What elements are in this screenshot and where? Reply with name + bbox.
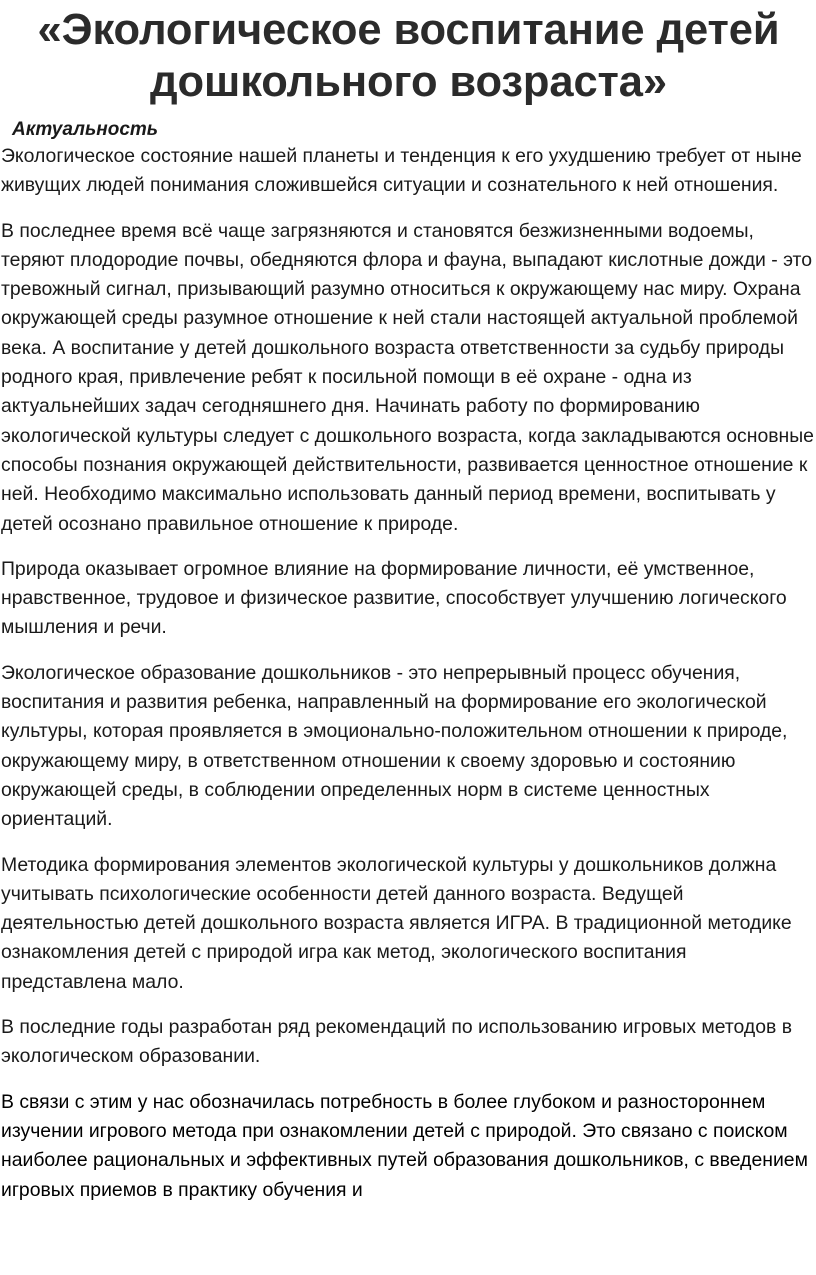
paragraph: Экологическое состояние нашей планеты и тенденция к его ухудшению требует от ныне живущих людей понимания сложившейся ситуации и сознательного к ней отношения. [1,145,802,197]
paragraph: В последние годы разработан ряд рекомендаций по использованию игровых методов в экологическом образовании. [1,1016,792,1068]
paragraph: Методика формирования элементов экологической культуры у дошкольников должна учитывать психологические особенности детей данного возраста. Ведущей деятельностью детей дошкольного возраста является ИГРА. В традиционной методике ознакомления детей с природой игра как метод, экологического воспитания представлена мало. [1,853,792,993]
paragraph: В последнее время всё чаще загрязняются и становятся безжизненными водоемы, теряют плодородие почвы, обедняются флора и фауна, выпадают кислотные дожди - это тревожный сигнал, призывающий разумно относиться к окружающему нас миру. Охрана окружающей среды разумное отношение к ней стали настоящей актуальной проблемой века. А воспитание у детей дошкольного возраста ответственности за судьбу природы родного края, привлечение ребят к посильной помощи в её охране - одна из актуальнейших задач сегодняшнего дня. Начинать работу по формированию экологической культуры следует с дошкольного возраста, когда закладываются основные способы познания окружающей действительности, развивается ценностное отношение к ней. Необходимо максимально использовать данный период времени, воспитывать у детей осознано правильное отношение к природе. [1,219,814,535]
paragraph: Природа оказывает огромное влияние на формирование личности, её умственное, нравственное, трудовое и физическое развитие, способствует улучшению логического мышления и речи. [1,557,787,639]
title-line-2: дошкольного возраста» [150,58,667,106]
section-subheading: Актуальность [12,119,159,140]
paragraph: Экологическое образование дошкольников - это непрерывный процесс обучения, воспитания и развития ребенка, направленный на формирование его экологической культуры, которая проявляется в эмоционально-положительном отношении к природе, окружающему миру, в ответственном отношении к своему здоровью и состоянию окружающей среды, в соблюдении определенных норм в системе ценностных ориентаций. [1,661,788,831]
document-title [1,0,816,108]
paragraph: В связи с этим у нас обозначилась потребность в более глубоком и разностороннем изучении игрового метода при ознакомлении детей с природой. Это связано с поиском наиболее рациональных и эффективных путей образования дошкольников, с введением игровых приемов в практику обучения и [1,1090,808,1201]
title-line-1: «Экологическое воспитание детей [37,6,780,54]
